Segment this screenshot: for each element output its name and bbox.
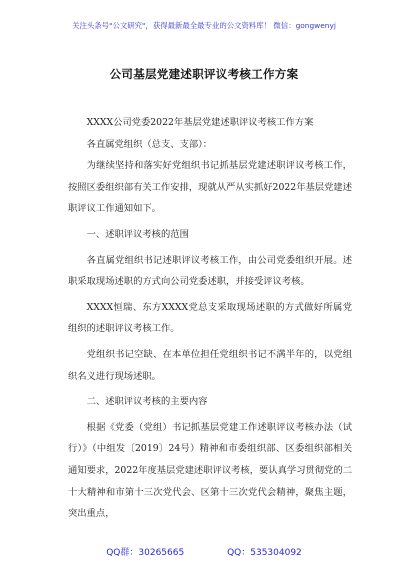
section-heading-content: 二、述职评议考核的主要内容 xyxy=(86,396,208,408)
header-note: 关注头条号"公文研究"，获得最新最全最专业的公文资料库！ 微信：gongwenyj xyxy=(72,21,336,30)
document-body xyxy=(68,112,352,525)
footer-qq: QQ：535304092 xyxy=(227,548,302,558)
paragraph-content: 根据《党委（党组）书记抓基层党建工作述职评议考核办法（试行）》（中组发〔2019〕24号）精神和市委组织部、区委组织部相关通知要求，2022年度基层党建述职评议考核，要认真学习贯彻党的二十大精神和市第十三次党代会、区第十三次党代会精神，聚焦主题，突出重点， xyxy=(68,421,352,520)
paragraph-scope: 各直属党组织书记述职评议考核工作，由公司党委组织开展。述职采取现场述职的方式向公司党委述职，并接受评议考核。 xyxy=(68,254,352,288)
paragraph-intro: 为继续坚持和落实好党组织书记抓基层党建述职评议考核工作，按照区委组织部有关工作安排，现就从严从实抓好2022年基层党建述职评议工作通知如下。 xyxy=(68,160,352,215)
footer-qq-group: QQ群：30265665 xyxy=(106,548,185,558)
paragraph-vacancy: 党组织书记空缺、在本单位担任党组织书记不满半年的，以党组织名义进行现场述职。 xyxy=(68,348,352,382)
paragraph-doc-name: XXXX公司党委2022年基层党建述职评议考核工作方案 xyxy=(86,117,314,128)
footer-contacts xyxy=(0,545,408,558)
section-heading-scope: 一、述职评议考核的范围 xyxy=(86,228,189,240)
paragraph-recipients: 各直属党组织（总支、支部）： xyxy=(86,138,213,150)
document-title: 公司基层党建述职评议考核工作方案 xyxy=(109,67,299,81)
paragraph-branch: XXXX恒瑞、东方XXXX党总支采取现场述职的方式做好所属党组织的述职评议考核工作。 xyxy=(68,301,352,335)
